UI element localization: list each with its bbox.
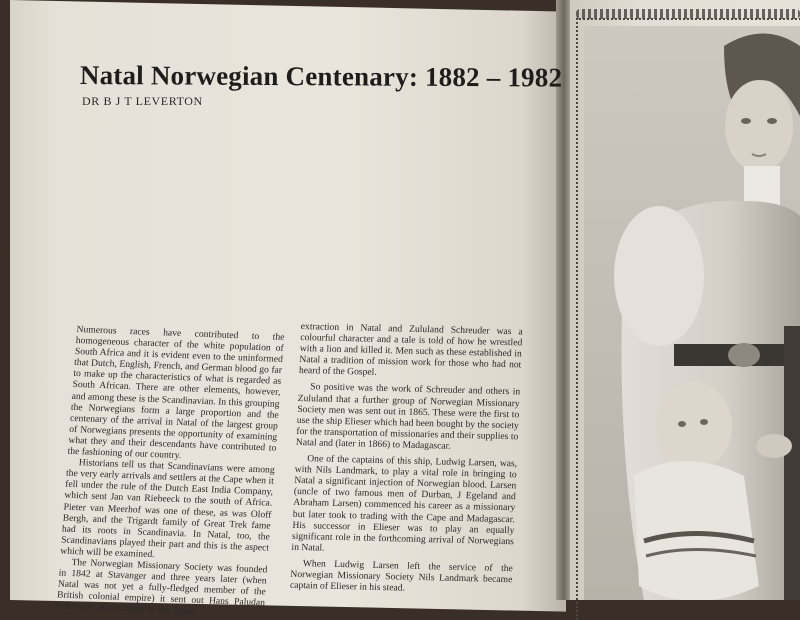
article-title: Natal Norwegian Centenary: 1882 – 1982 [79, 60, 563, 93]
paragraph: Historians tell us that Scandinavians were among the very early arrivals and settlers at the Cape when it fell under the rule of the Dutch East India Company, which sent Jan van Riebeeck to the south of Africa. Pieter van Meerhof was one of these, as was Oloff Bergh, and the Trigardt family of Great Trek fame had its roots in Scandinavia. In Natal, too, the Scandinavians played their part and this is the aspect which will be examined. [59, 457, 276, 561]
paragraph: When Ludwig Larsen left the service of the Norwegian Missionary Society Nils Landmark became captain of Elieser in his stead. [289, 557, 514, 594]
paragraph: The Norwegian Missionary Society was founded in 1842 at Stavanger and three years later (when Natal was not yet a fully-fledged member of the British colonial empire) it sent out Hans Paludan Schreuder as a minister to the Zulus. [55, 556, 268, 618]
historical-photograph [584, 26, 800, 600]
text-column-1 [56, 324, 285, 620]
paragraph: So positive was the work of Schreuder and others in Zululand that a further group of Norwegian Missionary Society men was sent out in 1865. These were the first to use the ship Elieser which had been bought by the society for the transportation of missionaries and their supplies to Natal and (later in 1866) to Madagascar. [295, 381, 521, 452]
article-author: DR B J T LEVERTON [82, 94, 203, 108]
text-column-2 [290, 321, 523, 596]
paragraph: One of the captains of this ship, Ludwig Larsen, was, with Nils Landmark, to play a vital role in bringing to Natal a significant injection of Norwegian blood. Larsen (uncle of two famous men of Durban, J Egeland and Abraham Larsen) commenced his career as a missionary but later took to trading with the Cape and Madagascar. His successor in Elieser was to play an equally significant role in the forthcoming arrival of Norwegians in Natal. [291, 453, 518, 554]
woman-and-baby-photo [584, 26, 800, 600]
paragraph: Numerous races have contributed to the homogeneous character of the white population of South Africa and it is evident even to the uninformed that Dutch, English, French, and German blood go far to make up the characteristics of what is regarded as South African. There are other elements, however, and among these is the Scandinavian. In this grouping the Norwegians form a large proportion and the centenary of the arrival in Natal of the largest group of Norwegians presents the opportunity of examining what they and their descendants have contributed to the fashioning of our country. [67, 324, 285, 462]
paragraph: extraction in Natal and Zululand Schreuder was a colourful character and a tale is told of how he wrestled with a lion and killed it. Men such as these established in Natal a tradition of mission work for those who had not heard of the Gospel. [298, 321, 523, 379]
